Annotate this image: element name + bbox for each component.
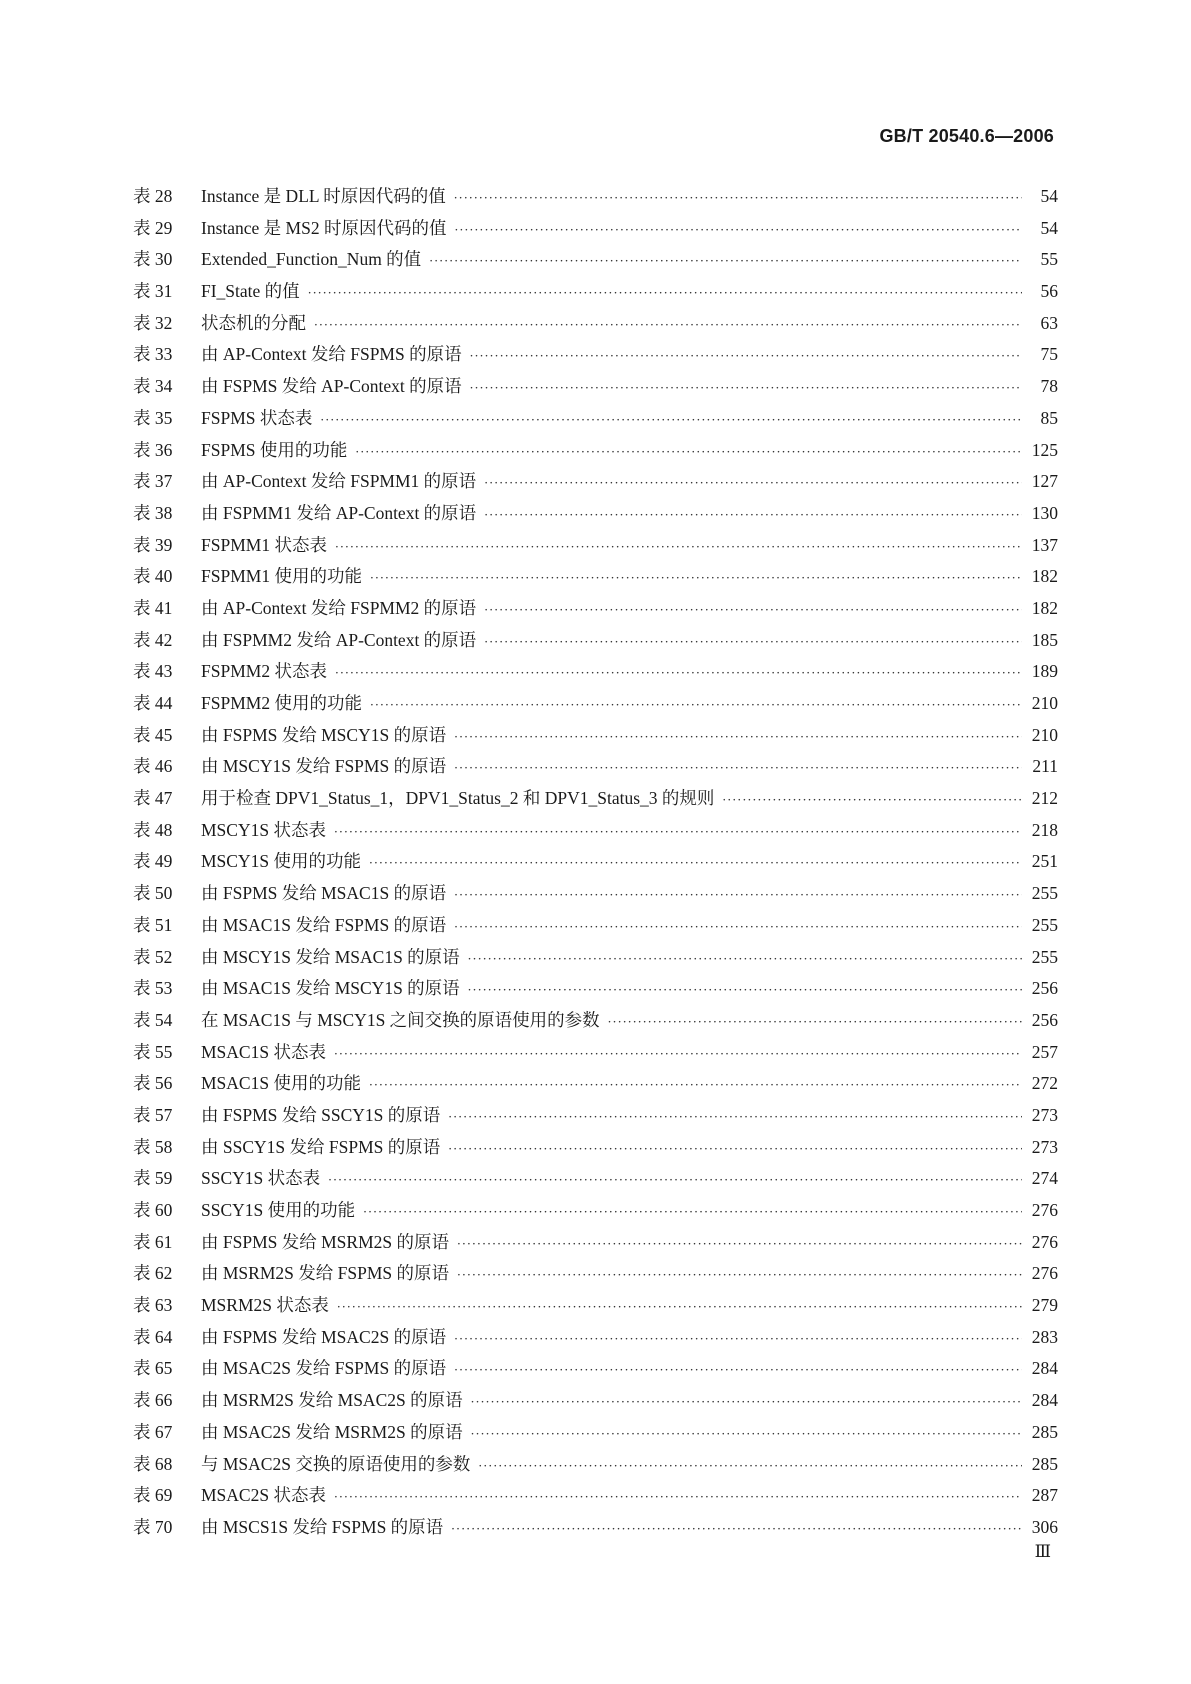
toc-dot-leader bbox=[429, 246, 1022, 278]
toc-entry-number: 表 48 bbox=[133, 819, 173, 840]
toc-dot-leader bbox=[470, 341, 1022, 373]
toc-entry-number: 表 68 bbox=[133, 1453, 173, 1474]
toc-entry[interactable] bbox=[133, 1068, 1058, 1100]
toc-dot-leader bbox=[334, 817, 1022, 849]
toc-entry[interactable] bbox=[133, 244, 1058, 276]
toc-entry[interactable] bbox=[133, 276, 1058, 308]
toc-dot-leader bbox=[314, 310, 1022, 342]
toc-entry[interactable] bbox=[133, 815, 1058, 847]
toc-entry-number: 表 65 bbox=[133, 1358, 173, 1379]
toc-dot-leader bbox=[454, 1324, 1022, 1356]
toc-entry-page: 273 bbox=[1031, 1136, 1058, 1157]
toc-entry-title: 由 FSPMM2 发给 AP-Context 的原语 bbox=[201, 629, 477, 650]
toc-entry-number: 表 63 bbox=[133, 1295, 173, 1316]
toc-entry-number: 表 47 bbox=[133, 788, 173, 809]
toc-entry-number: 表 50 bbox=[133, 883, 173, 904]
toc-entry-page: 285 bbox=[1031, 1421, 1058, 1442]
toc-entry-title: Extended_Function_Num 的值 bbox=[201, 249, 422, 270]
toc-entry-number: 表 29 bbox=[133, 217, 173, 238]
toc-entry-page: 287 bbox=[1031, 1485, 1058, 1506]
toc-entry[interactable] bbox=[133, 1100, 1058, 1132]
toc-entry[interactable] bbox=[133, 371, 1058, 403]
toc-entry-page: 137 bbox=[1031, 534, 1058, 555]
toc-entry-page: 276 bbox=[1031, 1231, 1058, 1252]
toc-entry-title: FSPMM1 状态表 bbox=[201, 534, 327, 555]
toc-entry-number: 表 61 bbox=[133, 1231, 173, 1252]
toc-entry[interactable] bbox=[133, 1005, 1058, 1037]
toc-entry-title: FSPMM1 使用的功能 bbox=[201, 566, 362, 587]
toc-entry-title: 由 MSAC2S 发给 MSRM2S 的原语 bbox=[201, 1421, 463, 1442]
table-of-contents bbox=[133, 181, 1058, 1544]
toc-entry-title: 由 FSPMS 发给 SSCY1S 的原语 bbox=[201, 1104, 441, 1125]
toc-entry-page: 85 bbox=[1040, 407, 1058, 428]
toc-entry-page: 210 bbox=[1031, 693, 1058, 713]
toc-dot-leader bbox=[457, 1229, 1022, 1261]
toc-entry[interactable] bbox=[133, 403, 1058, 435]
toc-dot-leader bbox=[608, 1007, 1022, 1039]
toc-entry-number: 表 57 bbox=[133, 1104, 173, 1125]
toc-dot-leader bbox=[484, 500, 1022, 532]
toc-entry-number: 表 67 bbox=[133, 1421, 173, 1442]
toc-entry-page: 189 bbox=[1031, 661, 1058, 682]
toc-dot-leader bbox=[370, 690, 1022, 722]
toc-entry[interactable] bbox=[133, 530, 1058, 562]
toc-entry-page: 257 bbox=[1031, 1041, 1058, 1062]
toc-entry-page: 306 bbox=[1031, 1516, 1058, 1537]
toc-entry[interactable] bbox=[133, 910, 1058, 942]
toc-entry-number: 表 46 bbox=[133, 756, 173, 777]
toc-entry-page: 255 bbox=[1031, 883, 1058, 904]
toc-entry-page: 255 bbox=[1031, 914, 1058, 935]
toc-dot-leader bbox=[454, 1355, 1022, 1387]
toc-entry-page: 78 bbox=[1040, 376, 1058, 397]
toc-entry-page: 279 bbox=[1031, 1295, 1058, 1316]
toc-entry-number: 表 34 bbox=[133, 376, 173, 397]
toc-entry-title: 由 MSAC2S 发给 FSPMS 的原语 bbox=[201, 1358, 447, 1379]
toc-entry[interactable] bbox=[133, 688, 1058, 720]
toc-entry-title: 状态机的分配 bbox=[201, 312, 306, 333]
toc-entry-title: 由 FSPMS 发给 AP-Context 的原语 bbox=[201, 376, 462, 397]
toc-entry-title: 由 FSPMM1 发给 AP-Context 的原语 bbox=[201, 502, 477, 523]
toc-entry[interactable] bbox=[133, 593, 1058, 625]
toc-entry[interactable] bbox=[133, 1037, 1058, 1069]
toc-entry-title: FSPMM2 状态表 bbox=[201, 661, 327, 682]
toc-entry[interactable] bbox=[133, 720, 1058, 752]
toc-entry[interactable] bbox=[133, 498, 1058, 530]
toc-dot-leader bbox=[454, 183, 1022, 215]
toc-entry-page: 212 bbox=[1031, 788, 1058, 809]
toc-entry-title: MSCY1S 状态表 bbox=[201, 819, 326, 840]
toc-dot-leader bbox=[471, 1419, 1022, 1451]
toc-entry-title: 由 SSCY1S 发给 FSPMS 的原语 bbox=[201, 1136, 441, 1157]
toc-entry[interactable] bbox=[133, 878, 1058, 910]
toc-entry[interactable] bbox=[133, 656, 1058, 688]
toc-entry-number: 表 64 bbox=[133, 1326, 173, 1347]
toc-entry-number: 表 38 bbox=[133, 502, 173, 523]
toc-entry-page: 55 bbox=[1040, 249, 1058, 270]
toc-dot-leader bbox=[335, 532, 1022, 564]
toc-entry-title: 由 AP-Context 发给 FSPMM1 的原语 bbox=[201, 471, 477, 492]
standard-number: GB/T 20540.6—2006 bbox=[879, 126, 1054, 146]
toc-dot-leader bbox=[451, 1514, 1022, 1546]
toc-dot-leader bbox=[454, 912, 1022, 944]
toc-entry-page: 63 bbox=[1040, 312, 1058, 333]
toc-dot-leader bbox=[454, 722, 1022, 754]
toc-entry-number: 表 32 bbox=[133, 312, 173, 333]
toc-dot-leader bbox=[355, 437, 1022, 469]
toc-dot-leader bbox=[334, 1039, 1022, 1071]
toc-entry-number: 表 39 bbox=[133, 534, 173, 555]
toc-dot-leader bbox=[363, 1197, 1022, 1229]
toc-entry[interactable] bbox=[133, 1195, 1058, 1227]
toc-dot-leader bbox=[457, 1260, 1022, 1292]
toc-entry[interactable] bbox=[133, 339, 1058, 371]
toc-entry-number: 表 44 bbox=[133, 693, 173, 713]
toc-entry-page: 256 bbox=[1031, 978, 1058, 999]
toc-entry-page: 285 bbox=[1031, 1453, 1058, 1474]
toc-entry[interactable] bbox=[133, 1132, 1058, 1164]
toc-entry-number: 表 33 bbox=[133, 344, 173, 365]
toc-entry[interactable] bbox=[133, 1227, 1058, 1259]
toc-dot-leader bbox=[722, 785, 1022, 817]
toc-entry-number: 表 66 bbox=[133, 1390, 173, 1411]
toc-entry-page: 284 bbox=[1031, 1390, 1058, 1411]
toc-entry-title: MSAC2S 状态表 bbox=[201, 1485, 326, 1506]
toc-entry-number: 表 56 bbox=[133, 1073, 173, 1094]
page-number: Ⅲ bbox=[1034, 1542, 1051, 1561]
toc-entry-number: 表 30 bbox=[133, 249, 173, 270]
toc-entry-page: 276 bbox=[1031, 1263, 1058, 1284]
toc-dot-leader bbox=[471, 1387, 1022, 1419]
toc-entry-page: 185 bbox=[1031, 629, 1058, 650]
toc-entry-title: MSRM2S 状态表 bbox=[201, 1295, 329, 1316]
toc-entry-page: 56 bbox=[1040, 281, 1058, 302]
toc-dot-leader bbox=[468, 975, 1022, 1007]
toc-entry-number: 表 40 bbox=[133, 566, 173, 587]
toc-entry-title: Instance 是 MS2 时原因代码的值 bbox=[201, 217, 447, 238]
toc-entry-page: 255 bbox=[1031, 946, 1058, 967]
toc-dot-leader bbox=[337, 1292, 1022, 1324]
toc-entry[interactable] bbox=[133, 1480, 1058, 1512]
toc-dot-leader bbox=[454, 753, 1022, 785]
toc-entry-number: 表 51 bbox=[133, 914, 173, 935]
toc-entry-page: 251 bbox=[1031, 851, 1058, 872]
toc-entry-title: 由 FSPMS 发给 MSRM2S 的原语 bbox=[201, 1231, 449, 1252]
toc-entry-page: 276 bbox=[1031, 1200, 1058, 1220]
toc-entry-title: Instance 是 DLL 时原因代码的值 bbox=[201, 186, 446, 206]
toc-dot-leader bbox=[328, 1165, 1022, 1197]
toc-entry-number: 表 62 bbox=[133, 1263, 173, 1284]
toc-entry-title: 由 AP-Context 发给 FSPMS 的原语 bbox=[201, 344, 462, 365]
toc-entry-page: 182 bbox=[1031, 566, 1058, 587]
toc-entry-number: 表 43 bbox=[133, 661, 173, 682]
toc-entry-number: 表 55 bbox=[133, 1041, 173, 1062]
toc-entry-title: 由 MSRM2S 发给 MSAC2S 的原语 bbox=[201, 1390, 463, 1411]
toc-entry[interactable] bbox=[133, 308, 1058, 340]
toc-entry[interactable] bbox=[133, 1449, 1058, 1481]
toc-dot-leader bbox=[448, 1134, 1022, 1166]
toc-dot-leader bbox=[334, 1482, 1022, 1514]
toc-entry-title: 由 FSPMS 发给 MSCY1S 的原语 bbox=[201, 724, 447, 745]
toc-entry-page: 54 bbox=[1040, 217, 1058, 238]
toc-entry-page: 54 bbox=[1040, 186, 1058, 206]
toc-entry-title: FSPMS 状态表 bbox=[201, 407, 313, 428]
toc-entry[interactable] bbox=[133, 466, 1058, 498]
toc-entry-title: 与 MSAC2S 交换的原语使用的参数 bbox=[201, 1453, 471, 1474]
toc-entry[interactable] bbox=[133, 783, 1058, 815]
toc-entry-page: 210 bbox=[1031, 724, 1058, 745]
toc-entry[interactable] bbox=[133, 1163, 1058, 1195]
toc-entry-number: 表 37 bbox=[133, 471, 173, 492]
toc-entry-page: 273 bbox=[1031, 1104, 1058, 1125]
toc-entry-number: 表 59 bbox=[133, 1168, 173, 1189]
toc-entry[interactable] bbox=[133, 181, 1058, 213]
toc-dot-leader bbox=[454, 215, 1022, 247]
toc-dot-leader bbox=[369, 1070, 1022, 1102]
toc-entry-number: 表 54 bbox=[133, 1009, 173, 1030]
toc-entry[interactable] bbox=[133, 846, 1058, 878]
toc-entry-page: 284 bbox=[1031, 1358, 1058, 1379]
toc-dot-leader bbox=[484, 595, 1022, 627]
toc-dot-leader bbox=[478, 1451, 1022, 1483]
toc-entry-page: 75 bbox=[1040, 344, 1058, 365]
toc-entry-title: MSAC1S 使用的功能 bbox=[201, 1073, 361, 1094]
toc-entry-page: 211 bbox=[1032, 756, 1058, 777]
toc-entry-page: 256 bbox=[1031, 1009, 1058, 1030]
toc-entry[interactable] bbox=[133, 435, 1058, 467]
toc-entry-title: 用于检查 DPV1_Status_1，DPV1_Status_2 和 DPV1_Status_3 的规则 bbox=[201, 788, 715, 809]
toc-entry-number: 表 60 bbox=[133, 1200, 173, 1220]
toc-entry-number: 表 70 bbox=[133, 1516, 173, 1537]
toc-dot-leader bbox=[484, 627, 1022, 659]
toc-entry-title: 由 MSCY1S 发给 MSAC1S 的原语 bbox=[201, 946, 460, 967]
toc-dot-leader bbox=[335, 658, 1022, 690]
toc-entry-title: 由 MSCY1S 发给 FSPMS 的原语 bbox=[201, 756, 447, 777]
toc-dot-leader bbox=[484, 468, 1022, 500]
toc-entry-number: 表 49 bbox=[133, 851, 173, 872]
toc-entry-title: 由 FSPMS 发给 MSAC2S 的原语 bbox=[201, 1326, 447, 1347]
toc-entry-page: 272 bbox=[1031, 1073, 1058, 1094]
toc-entry[interactable] bbox=[133, 751, 1058, 783]
toc-entry-page: 274 bbox=[1031, 1168, 1058, 1189]
toc-entry[interactable] bbox=[133, 625, 1058, 657]
toc-entry-number: 表 42 bbox=[133, 629, 173, 650]
toc-entry-title: FI_State 的值 bbox=[201, 281, 300, 302]
toc-entry-page: 218 bbox=[1031, 819, 1058, 840]
toc-entry-title: 由 AP-Context 发给 FSPMM2 的原语 bbox=[201, 597, 477, 618]
toc-entry-page: 127 bbox=[1031, 471, 1058, 492]
toc-entry-number: 表 69 bbox=[133, 1485, 173, 1506]
toc-entry-title: FSPMS 使用的功能 bbox=[201, 439, 348, 460]
toc-entry[interactable] bbox=[133, 1417, 1058, 1449]
toc-entry-title: FSPMM2 使用的功能 bbox=[201, 693, 362, 713]
toc-entry-title: SSCY1S 状态表 bbox=[201, 1168, 321, 1189]
toc-entry-title: SSCY1S 使用的功能 bbox=[201, 1200, 356, 1220]
toc-entry-page: 125 bbox=[1031, 439, 1058, 460]
toc-dot-leader bbox=[470, 373, 1022, 405]
toc-entry[interactable] bbox=[133, 1322, 1058, 1354]
toc-entry-number: 表 45 bbox=[133, 724, 173, 745]
toc-entry-title: 由 MSAC1S 发给 FSPMS 的原语 bbox=[201, 914, 447, 935]
toc-entry-title: 由 MSAC1S 发给 MSCY1S 的原语 bbox=[201, 978, 460, 999]
toc-dot-leader bbox=[468, 944, 1022, 976]
toc-entry-page: 182 bbox=[1031, 597, 1058, 618]
toc-entry[interactable] bbox=[133, 973, 1058, 1005]
toc-entry-number: 表 41 bbox=[133, 597, 173, 618]
toc-entry-number: 表 53 bbox=[133, 978, 173, 999]
toc-entry-page: 130 bbox=[1031, 502, 1058, 523]
toc-entry-number: 表 58 bbox=[133, 1136, 173, 1157]
toc-dot-leader bbox=[320, 405, 1022, 437]
toc-entry-number: 表 28 bbox=[133, 186, 173, 206]
toc-entry-title: MSAC1S 状态表 bbox=[201, 1041, 326, 1062]
toc-dot-leader bbox=[454, 880, 1022, 912]
toc-entry-number: 表 52 bbox=[133, 946, 173, 967]
toc-entry-title: 由 MSRM2S 发给 FSPMS 的原语 bbox=[201, 1263, 449, 1284]
toc-dot-leader bbox=[448, 1102, 1022, 1134]
toc-entry[interactable] bbox=[133, 1353, 1058, 1385]
toc-entry[interactable] bbox=[133, 1512, 1058, 1544]
toc-entry[interactable] bbox=[133, 561, 1058, 593]
toc-entry[interactable] bbox=[133, 942, 1058, 974]
toc-entry-title: 在 MSAC1S 与 MSCY1S 之间交换的原语使用的参数 bbox=[201, 1009, 600, 1030]
toc-entry-number: 表 31 bbox=[133, 281, 173, 302]
toc-entry[interactable] bbox=[133, 1385, 1058, 1417]
toc-entry-page: 283 bbox=[1031, 1326, 1058, 1347]
toc-entry[interactable] bbox=[133, 213, 1058, 245]
toc-entry-title: 由 MSCS1S 发给 FSPMS 的原语 bbox=[201, 1516, 444, 1537]
toc-dot-leader bbox=[308, 278, 1022, 310]
toc-entry[interactable] bbox=[133, 1290, 1058, 1322]
toc-dot-leader bbox=[369, 848, 1022, 880]
toc-entry-number: 表 35 bbox=[133, 407, 173, 428]
toc-entry-number: 表 36 bbox=[133, 439, 173, 460]
toc-entry[interactable] bbox=[133, 1258, 1058, 1290]
toc-entry-title: 由 FSPMS 发给 MSAC1S 的原语 bbox=[201, 883, 447, 904]
toc-dot-leader bbox=[370, 563, 1022, 595]
toc-entry-title: MSCY1S 使用的功能 bbox=[201, 851, 361, 872]
